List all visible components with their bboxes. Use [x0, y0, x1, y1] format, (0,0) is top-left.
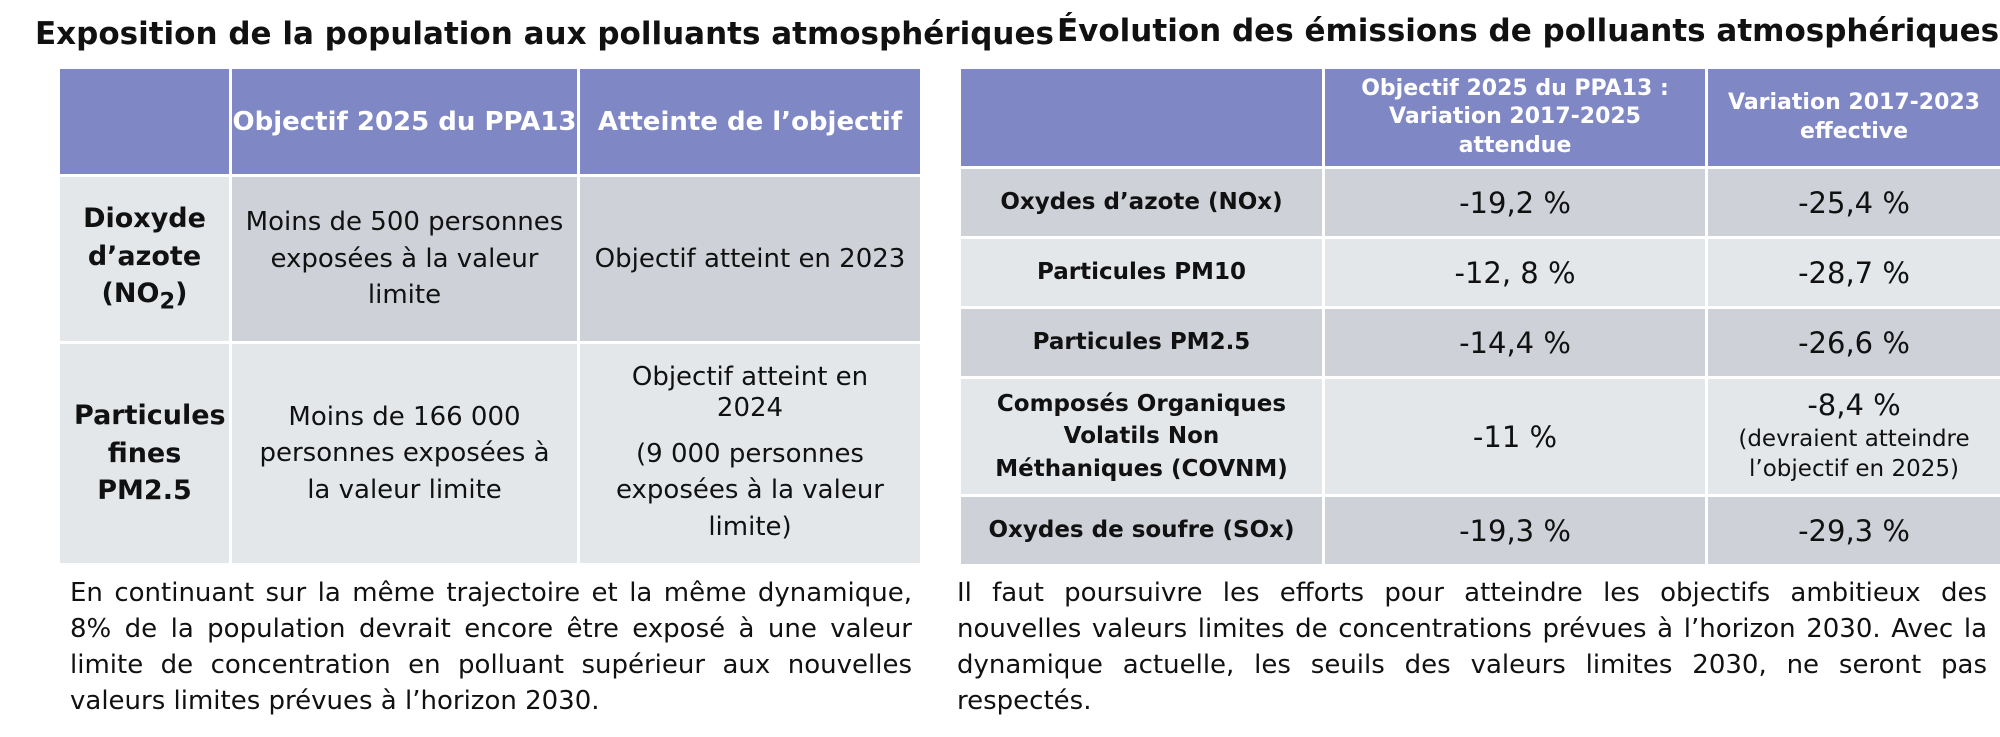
actual-pm10: -28,7 %	[1707, 238, 2000, 308]
objective-pm25: Moins de 166 000 personnes exposées à la valeur limite	[231, 343, 579, 565]
exposure-table	[57, 66, 923, 566]
attainment-no2: Objectif atteint en 2023	[579, 176, 922, 343]
expected-sox: -19,3 %	[1324, 496, 1707, 566]
row-label-pm25: Particules PM2.5	[960, 308, 1324, 378]
row-label-nox: Oxydes d’azote (NOx)	[960, 168, 1324, 238]
expected-nox: -19,2 %	[1324, 168, 1707, 238]
header-empty-cell	[59, 68, 231, 176]
header-actual-variation: Variation 2017-2023 effective	[1707, 68, 2000, 168]
table-row	[59, 176, 922, 343]
emissions-paragraph: Il faut poursuivre les efforts pour atteindre les objectifs ambitieux des nouvelles valeurs limites de concentrations prévues à l’horizon 2030. Avec la dynamique actuelle, les seuils des valeurs limites 2030, ne seront pas respectés.	[957, 578, 1987, 716]
row-label-pm25: Particules fines PM2.5	[59, 343, 231, 565]
row-label-sox: Oxydes de soufre (SOx)	[960, 496, 1324, 566]
header-empty-cell	[960, 68, 1324, 168]
table-row	[960, 238, 2000, 308]
actual-nox: -25,4 %	[1707, 168, 2000, 238]
table-row	[960, 308, 2000, 378]
actual-sox: -29,3 %	[1707, 496, 2000, 566]
header-attainment: Atteinte de l’objectif	[579, 68, 922, 176]
exposure-title: Exposition de la population aux polluants atmosphériques	[35, 16, 1054, 52]
row-label-pm10: Particules PM10	[960, 238, 1324, 308]
attainment-pm25: Objectif atteint en 2024 (9 000 personnes exposées à la valeur limite)	[579, 343, 922, 565]
table-row	[59, 343, 922, 565]
row-label-covnm: Composés Organiques Volatils Non Méthaniques (COVNM)	[960, 378, 1324, 496]
actual-covnm: -8,4 % (devraient atteindre l’objectif en 2025)	[1707, 378, 2000, 496]
table-row	[960, 378, 2000, 496]
objective-no2: Moins de 500 personnes exposées à la valeur limite	[231, 176, 579, 343]
emissions-table	[958, 66, 2000, 567]
exposure-paragraph: En continuant sur la même trajectoire et la même dynamique, 8% de la population devrait encore être exposé à une valeur limite de concentration en polluant supérieur aux nouvelles valeurs limites prévues à l’horizon 2030.	[70, 578, 912, 716]
emissions-title: Évolution des émissions de polluants atmosphériques	[1057, 13, 2000, 49]
header-expected-variation: Objectif 2025 du PPA13 : Variation 2017-2025 attendue	[1324, 68, 1707, 168]
actual-pm25: -26,6 %	[1707, 308, 2000, 378]
expected-pm10: -12, 8 %	[1324, 238, 1707, 308]
expected-pm25: -14,4 %	[1324, 308, 1707, 378]
table-row	[960, 168, 2000, 238]
emissions-table-header	[960, 68, 2000, 168]
exposure-table-header	[59, 68, 922, 176]
header-objective: Objectif 2025 du PPA13	[231, 68, 579, 176]
row-label-no2: Dioxyde d’azote $(NO_2)$	[59, 176, 231, 343]
expected-covnm: -11 %	[1324, 378, 1707, 496]
table-row	[960, 496, 2000, 566]
